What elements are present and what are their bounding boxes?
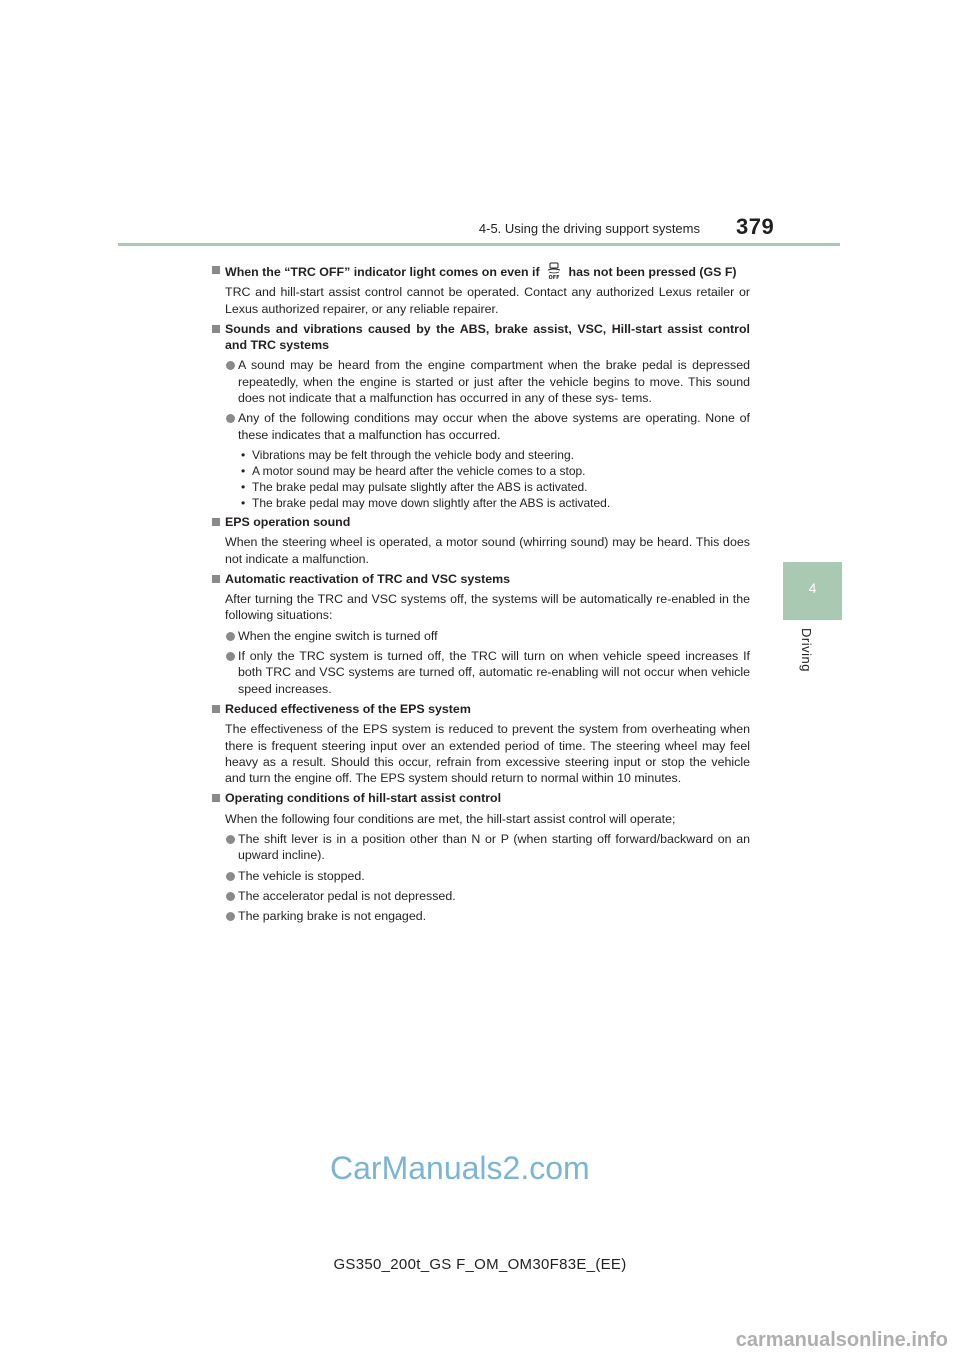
page-header-title: 4-5. Using the driving support systems xyxy=(478,221,700,236)
section-body: When the following four conditions are met, the hill-start assist control will operate; xyxy=(225,811,676,826)
chapter-number: 4 xyxy=(808,580,817,596)
round-bullet-icon xyxy=(226,912,235,921)
round-bullet-icon xyxy=(226,872,235,881)
bottom-logo[interactable]: carmanualsonline.info xyxy=(735,1329,948,1351)
square-bullet-icon xyxy=(212,518,220,526)
section-heading xyxy=(211,514,750,530)
chapter-tab xyxy=(783,562,842,620)
sub-list xyxy=(211,447,750,511)
sub-list-item: • The brake pedal may pulsate slightly after the ABS is activated. xyxy=(241,479,588,494)
section-heading-text: EPS operation sound xyxy=(225,514,351,529)
page-number: 379 xyxy=(736,214,775,239)
round-bullet-icon xyxy=(226,414,235,423)
list-item: A sound may be heard from the engine compartment when the brake pedal is depressed repeatedly, when the engine is started or just after the vehicle begins to move. This sound does not indicate that a malfunction has occurred in any of these sys- tems. xyxy=(211,357,750,406)
round-bullet-icon xyxy=(226,835,235,844)
section-heading xyxy=(211,262,750,280)
round-bullet-icon xyxy=(226,892,235,901)
square-bullet-icon xyxy=(212,325,220,333)
square-bullet-icon xyxy=(212,705,220,713)
section-heading xyxy=(211,571,750,587)
sub-bullet-dot: • xyxy=(241,447,246,462)
section-heading xyxy=(211,701,750,717)
header-rule xyxy=(118,243,840,246)
page-content xyxy=(211,262,750,929)
section-body: After turning the TRC and VSC systems off, the systems will be automatically re-enabled in the following situations: xyxy=(225,592,750,623)
document-code: GS350_200t_GS F_OM_OM30F83E_(EE) xyxy=(333,1256,627,1273)
list-item: The vehicle is stopped. xyxy=(211,868,750,884)
sub-list-item: • Vibrations may be felt through the vehicle body and steering. xyxy=(241,447,574,462)
section-body: TRC and hill-start assist control cannot be operated. Contact any authorized Lexus retailer or Lexus authorized repairer, or any reliable repairer. xyxy=(225,285,750,316)
round-bullet-icon xyxy=(226,632,235,641)
section-heading-text: Reduced effectiveness of the EPS system xyxy=(225,701,471,716)
section-heading-text: Operating conditions of hill-start assist control xyxy=(225,791,502,806)
list-item: The parking brake is not engaged. xyxy=(211,908,750,924)
list-item: The shift lever is in a position other than N or P (when starting off forward/backward on an upward incline). xyxy=(211,831,750,864)
list-item: Any of the following conditions may occur when the above systems are operating. None of these indicates that a malfunction has occurred. xyxy=(211,410,750,443)
sub-bullet-dot: • xyxy=(241,463,246,478)
sub-bullet-dot: • xyxy=(241,479,246,494)
watermark: CarManuals2.com xyxy=(330,1150,590,1186)
round-bullet-icon xyxy=(226,361,235,370)
list-item: When the engine switch is turned off xyxy=(211,628,750,644)
section-heading-text: Sounds and vibrations caused by the ABS, brake assist, VSC, Hill-start assist control and TRC systems xyxy=(225,321,750,353)
square-bullet-icon xyxy=(212,575,220,583)
sub-list-item: • A motor sound may be heard after the vehicle comes to a stop. xyxy=(241,463,586,478)
round-bullet-icon xyxy=(226,652,235,661)
section-heading-text: Automatic reactivation of TRC and VSC systems xyxy=(225,571,511,586)
list-item: The accelerator pedal is not depressed. xyxy=(211,888,750,904)
sub-bullet-dot: • xyxy=(241,495,246,510)
list-item: If only the TRC system is turned off, the TRC will turn on when vehicle speed increases If both TRC and VSC systems are turned off, automatic re-enabling will not occur when vehicle speed increases. xyxy=(211,648,750,697)
sub-list-item: • The brake pedal may move down slightly after the ABS is activated. xyxy=(241,495,611,510)
section-body: When the steering wheel is operated, a motor sound (whirring sound) may be heard. This does not indicate a malfunction. xyxy=(225,535,750,566)
trc-off-indicator-icon xyxy=(545,262,563,280)
bottom-banner xyxy=(0,1328,960,1358)
section-heading xyxy=(211,321,750,354)
square-bullet-icon xyxy=(212,794,220,802)
section-body: The effectiveness of the EPS system is reduced to prevent the system from overheating when there is frequent steering input over an extended period of time. The steering wheel may feel heavy as a result. Should this occur, refrain from excessive steering input or stop the vehicle and turn the engine off. The EPS system should return to normal within 10 minutes. xyxy=(225,722,750,786)
section-heading xyxy=(211,790,750,806)
square-bullet-icon xyxy=(212,266,220,274)
chapter-label: Driving xyxy=(799,628,814,672)
svg-text:OFF: OFF xyxy=(548,275,560,280)
section-heading-text: When the “TRC OFF” indicator light comes on even if xyxy=(225,265,540,279)
section-heading-text-cont: has not been pressed (GS F) xyxy=(568,265,737,279)
